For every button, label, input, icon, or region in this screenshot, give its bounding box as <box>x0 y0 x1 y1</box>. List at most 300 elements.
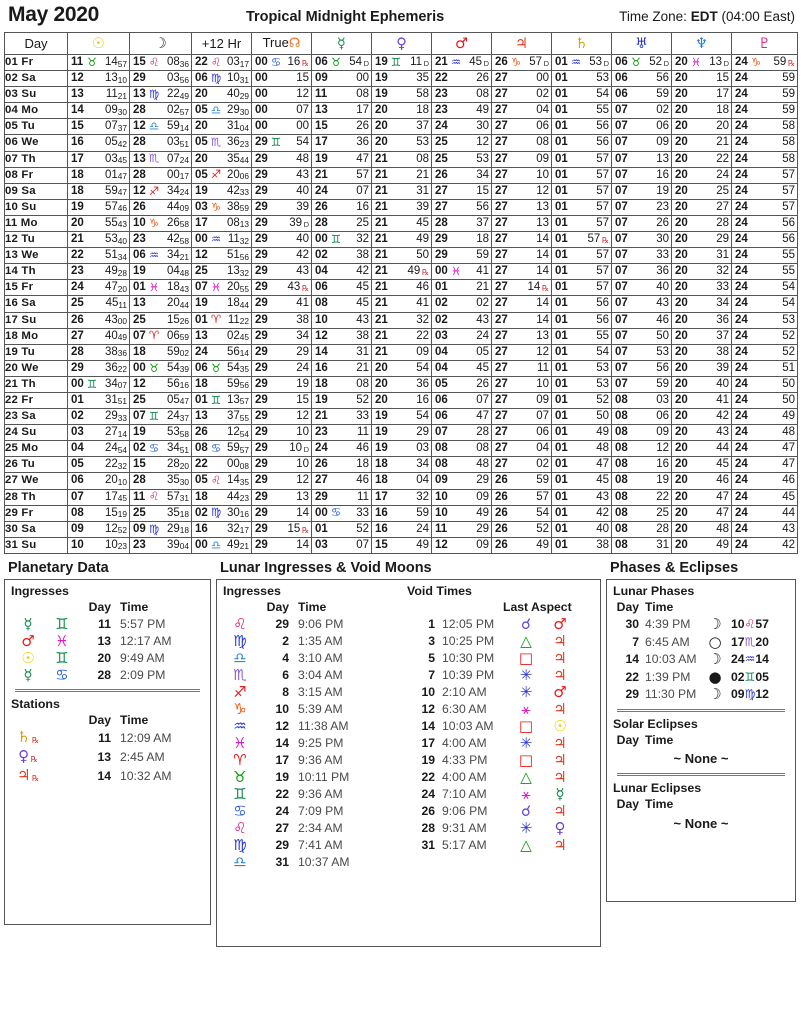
void-day: 26 <box>421 803 435 818</box>
arcseconds: 58 <box>179 428 189 439</box>
timezone-value: EDT <box>690 9 718 24</box>
arcminutes: 23 <box>656 200 669 213</box>
position-cell <box>130 167 192 183</box>
position-cell <box>732 312 798 328</box>
degrees: 00 <box>71 377 84 390</box>
row-day-label: 08 Fr <box>5 167 68 183</box>
position-cell <box>192 425 252 441</box>
degrees: 28 <box>435 216 448 229</box>
zodiac-sign-glyph: ♈ <box>148 328 160 343</box>
degrees: 01 <box>555 265 568 278</box>
ingress-day: 10 <box>275 701 289 716</box>
degrees: 20 <box>675 72 688 85</box>
arcseconds: 39 <box>179 364 189 375</box>
row-day-label: 11 Mo <box>5 215 68 231</box>
page-header <box>0 0 801 32</box>
row-day-label: 16 Sa <box>5 296 68 312</box>
position-cell <box>732 103 798 119</box>
table-row <box>5 135 798 151</box>
arcminutes: 53 <box>596 377 609 390</box>
arcminutes: 08 <box>416 152 429 165</box>
degrees: 02 <box>195 506 208 519</box>
pd-stations-header <box>11 712 204 729</box>
ingress-time: 9:36 AM <box>298 786 343 801</box>
position-cell <box>68 344 130 360</box>
position-cell <box>672 55 732 71</box>
degrees: 19 <box>195 184 208 197</box>
position-cell <box>492 199 552 215</box>
zodiac-sign-glyph: ♐ <box>233 682 247 701</box>
arcseconds: 42 <box>117 138 127 149</box>
arcminutes: 45 <box>782 490 795 503</box>
degrees: 18 <box>195 377 208 390</box>
arcminutes: 47 <box>716 490 729 503</box>
position-cell <box>672 441 732 457</box>
phases-panel-title: Phases & Eclipses <box>610 559 739 576</box>
position-cell <box>192 344 252 360</box>
arcminutes: 12 <box>296 474 309 487</box>
arcminutes: 39 D <box>289 216 309 229</box>
arcminutes: 20 <box>716 120 729 133</box>
solar-time-header: Time <box>645 732 674 747</box>
zodiac-sign-glyph: ♈ <box>210 312 222 327</box>
arcminutes: 4233 <box>226 184 249 198</box>
phase-time: 4:39 PM <box>645 617 691 632</box>
arcseconds: 10 <box>117 74 127 85</box>
arcminutes: 54 <box>416 361 429 374</box>
arcminutes: 53 <box>476 152 489 165</box>
station-time: 10:32 AM <box>120 768 172 783</box>
arcminutes: 1844 <box>226 297 249 310</box>
arcseconds: 35 <box>239 364 249 375</box>
jupiter-symbol: ♃ <box>515 35 528 52</box>
position-cell <box>612 344 672 360</box>
zodiac-sign-glyph: ♉ <box>210 360 222 375</box>
arcminutes: 26 <box>656 216 669 229</box>
degrees: 26 <box>435 168 448 181</box>
degrees: 02 <box>71 410 84 423</box>
lunar-ingress-row <box>223 769 405 786</box>
position-cell <box>312 103 372 119</box>
degrees: 24 <box>195 345 208 358</box>
degrees: 15 <box>71 120 84 133</box>
degrees: 08 <box>615 522 628 535</box>
zodiac-sign-glyph: ♑ <box>148 215 160 230</box>
arcminutes: 48 <box>476 458 489 471</box>
degrees: 20 <box>675 152 688 165</box>
degrees: 29 <box>255 426 268 439</box>
lunar-ingresses-column <box>223 584 405 871</box>
degrees: 20 <box>675 184 688 197</box>
position-cell <box>130 280 192 296</box>
degrees: 01 <box>555 377 568 390</box>
row-day-label: 02 Sa <box>5 71 68 87</box>
zodiac-sign-glyph: ♊ <box>330 231 342 246</box>
degrees: 27 <box>495 72 508 85</box>
degrees: 27 <box>495 233 508 246</box>
position-cell <box>372 55 432 71</box>
degrees: 29 <box>255 216 268 229</box>
degrees: 21 <box>375 184 388 197</box>
degrees: 24 <box>71 281 84 294</box>
position-cell <box>372 489 432 505</box>
degrees: 24 <box>735 377 748 390</box>
position-cell <box>312 248 372 264</box>
degrees: 09 <box>133 522 146 535</box>
arcminutes: 3859 <box>226 200 249 214</box>
ingress-time: 7:09 PM <box>298 803 344 818</box>
arcminutes: 08 <box>536 136 549 149</box>
direct-marker: D <box>543 59 549 68</box>
arcminutes: 10 <box>296 458 309 471</box>
arcminutes: 57 <box>536 490 549 503</box>
arcseconds: 30 <box>117 106 127 117</box>
degrees: 24 <box>735 216 748 229</box>
degrees: 06 <box>195 361 208 374</box>
planet-glyph: ♄ ℞ <box>16 727 40 746</box>
lunar-ingresses-header <box>223 599 405 616</box>
position-cell <box>372 441 432 457</box>
position-cell <box>552 264 612 280</box>
position-cell <box>252 183 312 199</box>
arcminutes: 2930 <box>226 104 249 117</box>
position-cell <box>312 521 372 537</box>
arcminutes: 0356 <box>166 72 189 85</box>
position-cell <box>68 264 130 280</box>
void-day: 3 <box>428 633 435 648</box>
arcseconds: 33 <box>117 412 127 423</box>
row-day-label: 18 Mo <box>5 328 68 344</box>
zodiac-sign-glyph: ♊ <box>55 614 69 633</box>
arcminutes: 50 <box>782 393 795 406</box>
degrees: 13 <box>195 329 208 342</box>
position-cell <box>130 441 192 457</box>
table-row <box>5 360 798 376</box>
planet-glyph: ♃ <box>553 835 567 854</box>
degrees: 29 <box>71 361 84 374</box>
degrees: 18 <box>71 168 84 181</box>
arcminutes: 49 <box>782 410 795 423</box>
ingress-day: 8 <box>282 684 289 699</box>
position-cell <box>312 183 372 199</box>
arcminutes: 5358 <box>166 426 189 439</box>
arcminutes: 45 <box>416 216 429 229</box>
ingress-day: 14 <box>275 735 289 750</box>
aspect-glyph: □ <box>518 648 534 667</box>
degrees: 01 <box>315 522 328 535</box>
pd-divider <box>15 689 200 692</box>
degrees: 08 <box>71 506 84 519</box>
void-time: 4:33 PM <box>442 752 488 767</box>
position-cell <box>552 232 612 248</box>
degrees: 00 <box>435 265 448 278</box>
arcminutes: 5957 <box>226 442 249 455</box>
void-moon-row <box>407 718 593 735</box>
col-header-venus <box>372 33 432 55</box>
arcminutes: 57 D <box>529 56 549 68</box>
station-day: 13 <box>97 749 111 764</box>
arcminutes: 21 <box>416 168 429 181</box>
arcminutes: 58 <box>782 120 795 133</box>
degrees: 29 <box>255 313 268 326</box>
position-cell <box>432 296 492 312</box>
arcminutes: 1519 <box>104 506 127 520</box>
degrees: 27 <box>495 361 508 374</box>
position-cell <box>672 296 732 312</box>
degrees: 20 <box>675 506 688 519</box>
position-cell <box>192 167 252 183</box>
degrees: 08 <box>615 458 628 471</box>
position-cell <box>552 312 612 328</box>
position-cell <box>130 103 192 119</box>
degrees: 20 <box>675 88 688 101</box>
arcseconds: 54 <box>117 444 127 455</box>
position-cell <box>612 457 672 473</box>
arcminutes: 17 <box>716 88 729 101</box>
arcseconds: 13 <box>239 219 249 230</box>
degrees: 21 <box>375 345 388 358</box>
position-cell <box>432 71 492 87</box>
arcminutes: 2232 <box>104 458 127 471</box>
position-cell <box>252 537 312 553</box>
arcseconds: 43 <box>117 219 127 230</box>
zodiac-sign-glyph: ♏ <box>744 634 756 649</box>
pd-stations-title: Stations <box>11 696 60 711</box>
position-cell <box>432 280 492 296</box>
void-moon-row <box>407 837 593 854</box>
zodiac-sign-glyph: ♊ <box>744 669 756 684</box>
degrees: 29 <box>255 377 268 390</box>
position-cell <box>252 473 312 489</box>
degrees: 20 <box>675 200 688 213</box>
position-cell <box>312 441 372 457</box>
arcminutes: 1526 <box>166 313 189 326</box>
degrees: 01 <box>555 72 568 85</box>
position-cell <box>192 119 252 135</box>
position-cell <box>68 167 130 183</box>
position-cell <box>612 55 672 71</box>
arcminutes: 53 <box>416 136 429 149</box>
position-cell <box>130 296 192 312</box>
void-time: 4:00 AM <box>442 769 487 784</box>
position-cell <box>552 457 612 473</box>
ingress-day: 28 <box>97 667 111 682</box>
planet-glyph: ☿ <box>23 614 33 633</box>
arcminutes: 3421 <box>166 249 189 262</box>
phase-time: 11:30 PM <box>645 687 697 702</box>
position-cell <box>432 505 492 521</box>
arcminutes: 22 <box>716 152 729 165</box>
arcminutes: 48 <box>716 522 729 535</box>
position-cell <box>672 248 732 264</box>
degrees: 20 <box>675 410 688 423</box>
degrees: 06 <box>315 281 328 294</box>
degrees: 20 <box>675 442 688 455</box>
zodiac-sign-glyph: ♑ <box>233 699 247 718</box>
position-cell <box>732 537 798 553</box>
zodiac-sign-glyph: ♊ <box>55 648 69 667</box>
lunar-eclipses-title: Lunar Eclipses <box>613 781 702 796</box>
degrees: 20 <box>375 104 388 117</box>
position-cell <box>732 344 798 360</box>
pd-ingresses-title: Ingresses <box>11 583 69 598</box>
zodiac-sign-glyph: ♉ <box>233 767 247 786</box>
ephemeris-subtitle: Tropical Midnight Ephemeris <box>245 9 445 25</box>
position-cell <box>192 248 252 264</box>
position-cell <box>312 360 372 376</box>
position-cell <box>672 344 732 360</box>
arcminutes: 36 <box>356 136 369 149</box>
arcseconds: 34 <box>117 251 127 262</box>
degrees: 01 <box>555 200 568 213</box>
ingress-day: 24 <box>275 803 289 818</box>
void-moon-row <box>407 616 593 633</box>
degrees: 12 <box>133 184 146 197</box>
degrees: 25 <box>133 393 146 406</box>
arcminutes: 26 <box>356 120 369 133</box>
ingress-day: 22 <box>275 786 289 801</box>
arcminutes: 22 <box>656 490 669 503</box>
arcminutes: 24 <box>416 522 429 535</box>
arcminutes: 31 <box>416 184 429 197</box>
aspect-glyph: ⚹ <box>521 699 531 718</box>
arcminutes: 10 <box>536 377 549 390</box>
arcminutes: 11 <box>357 426 369 439</box>
position-cell <box>672 280 732 296</box>
position-cell <box>432 119 492 135</box>
arcminutes: 42 <box>782 538 795 551</box>
degrees: 10 <box>435 490 448 503</box>
void-time: 6:30 AM <box>442 701 487 716</box>
arcminutes: 03 <box>656 393 669 406</box>
position-cell <box>68 87 130 103</box>
position-cell <box>372 151 432 167</box>
position-cell <box>252 199 312 215</box>
ingress-day: 31 <box>275 854 289 869</box>
arcminutes: 34 <box>476 168 489 181</box>
degrees: 27 <box>435 200 448 213</box>
position-cell <box>432 489 492 505</box>
degrees: 07 <box>615 120 628 133</box>
position-cell <box>192 87 252 103</box>
arcminutes: 0724 <box>166 152 189 166</box>
position-cell <box>192 441 252 457</box>
degrees: 23 <box>133 538 146 551</box>
arcminutes: 07 <box>536 410 549 423</box>
degrees: 25 <box>133 506 146 519</box>
ingress-time: 12:17 AM <box>120 633 172 648</box>
degrees: 20 <box>675 329 688 342</box>
position-cell <box>192 457 252 473</box>
arcminutes: 54 <box>296 136 309 149</box>
ingress-day: 20 <box>97 650 111 665</box>
row-day-label: 01 Fr <box>5 55 68 71</box>
arcminutes: 49 <box>416 233 429 246</box>
arcminutes: 5340 <box>104 233 127 246</box>
arcminutes: 53 <box>782 313 795 326</box>
zodiac-sign-glyph: ♓ <box>690 54 702 69</box>
position-cell <box>612 215 672 231</box>
void-time: 4:00 AM <box>442 735 487 750</box>
degrees: 07 <box>615 184 628 197</box>
position-cell <box>312 135 372 151</box>
degrees: 01 <box>555 361 568 374</box>
position-cell <box>312 167 372 183</box>
degrees: 19 <box>375 56 388 68</box>
degrees: 01 <box>555 233 568 246</box>
void-day: 1 <box>428 616 435 631</box>
ingress-time: 3:15 AM <box>298 684 343 699</box>
position-cell <box>432 441 492 457</box>
position-cell <box>312 376 372 392</box>
arcseconds: 16 <box>239 509 249 520</box>
zodiac-sign-glyph: ♍ <box>744 687 756 702</box>
moon-phase-icon: ☽ <box>708 650 722 669</box>
ingress-day: 13 <box>97 633 111 648</box>
arcminutes: 38 <box>356 249 369 262</box>
arcseconds: 08 <box>239 460 249 471</box>
position-cell <box>492 344 552 360</box>
degrees: 19 <box>375 72 388 85</box>
arcminutes: 46 <box>356 442 369 455</box>
position-cell <box>130 215 192 231</box>
degrees: 00 <box>195 233 208 246</box>
position-cell <box>312 55 372 71</box>
position-cell <box>252 167 312 183</box>
zodiac-sign-glyph: ♐ <box>148 183 160 198</box>
degrees: 08 <box>315 297 328 310</box>
arcminutes: 50 <box>416 249 429 262</box>
position-cell <box>68 489 130 505</box>
table-row <box>5 457 798 473</box>
arcseconds: 44 <box>239 155 249 166</box>
arcminutes: 40 <box>296 233 309 246</box>
zodiac-sign-glyph: ♏ <box>148 151 160 166</box>
void-day: 5 <box>428 650 435 665</box>
arcseconds: 51 <box>179 444 189 455</box>
arcseconds: 57 <box>239 444 249 455</box>
arcminutes: 52 <box>356 522 369 535</box>
degrees: 21 <box>375 168 388 181</box>
arcminutes: 4928 <box>104 265 127 278</box>
degrees: 08 <box>615 506 628 519</box>
arcminutes: 1023 <box>104 538 127 552</box>
zodiac-sign-glyph: ♓ <box>55 631 69 650</box>
row-day-label: 07 Th <box>5 151 68 167</box>
arcminutes: 46 <box>782 474 795 487</box>
arcminutes: 04 <box>536 104 549 117</box>
position-cell <box>732 71 798 87</box>
degrees: 16 <box>195 522 208 535</box>
degrees: 13 <box>133 88 146 101</box>
degrees: 26 <box>71 313 84 326</box>
position-cell <box>68 473 130 489</box>
position-cell <box>68 505 130 521</box>
arcminutes: 31 <box>356 345 369 358</box>
ingress-time: 10:37 AM <box>298 854 350 869</box>
arcminutes: 1435 <box>226 474 249 487</box>
arcminutes: 43 <box>476 313 489 326</box>
void-moon-row <box>407 786 593 803</box>
phase-day: 29 <box>625 687 639 702</box>
position-cell <box>612 87 672 103</box>
arcminutes: 40 <box>596 522 609 535</box>
position-cell <box>492 296 552 312</box>
void-moon-row <box>407 752 593 769</box>
arcminutes: 02 <box>656 104 669 117</box>
degrees: 12 <box>195 249 208 262</box>
position-cell <box>252 360 312 376</box>
